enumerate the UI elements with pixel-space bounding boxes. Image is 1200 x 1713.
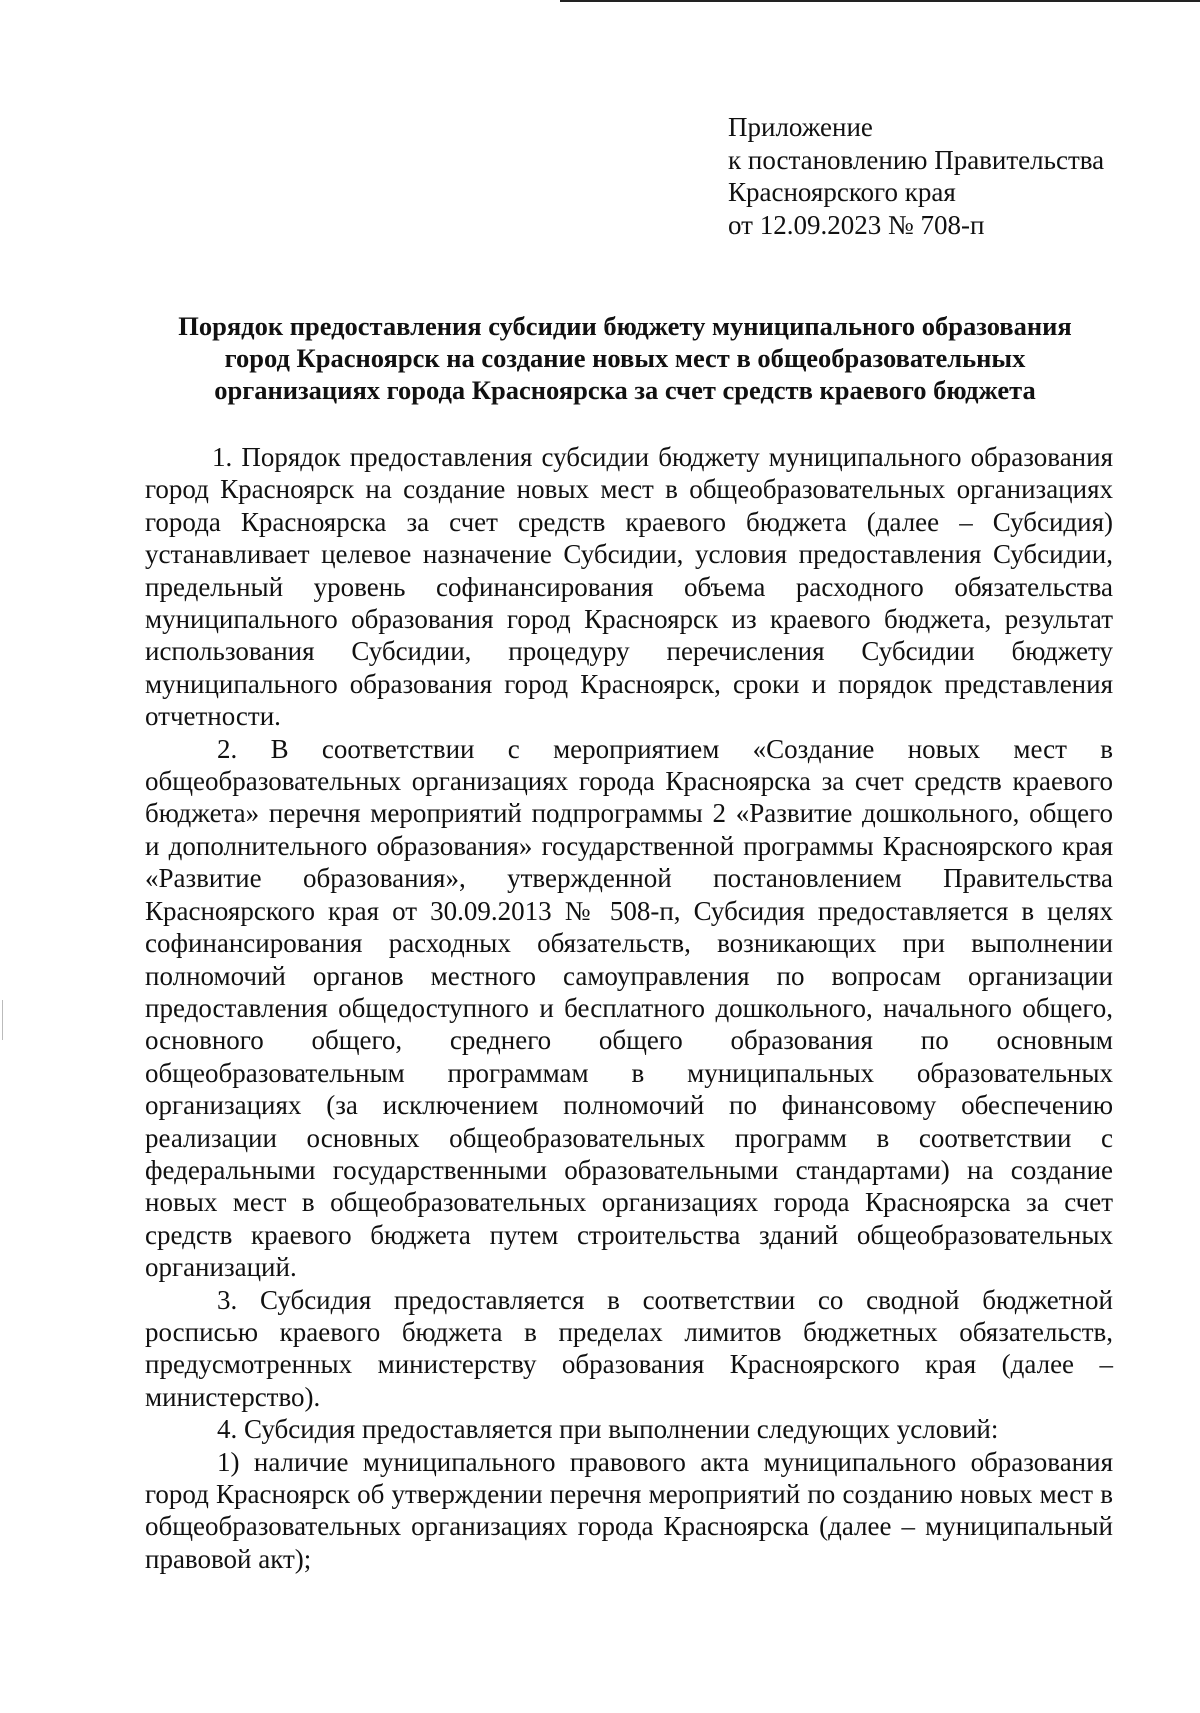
title-line: Порядок предоставления субсидии бюджету муниципального образования: [178, 311, 1072, 341]
scan-margin-mark: [2, 1000, 3, 1040]
appendix-line: Красноярского края: [728, 177, 956, 207]
paragraph-4: 4. Субсидия предоставляется при выполнении следующих условий:: [217, 1414, 999, 1445]
paragraph-4-item-1: 1) наличие муниципального правового акта муниципального образования город Красноярск об утверждении перечня мероприятий по созданию новых мест в общеобразовательных организациях города Красноярска (далее – муниципальный правовой акт);: [145, 1446, 1113, 1574]
title-line: организациях города Красноярска за счет средств краевого бюджета: [214, 375, 1036, 405]
paragraph-2: 2. В соответствии с мероприятием «Создание новых мест в общеобразовательных организациях города Красноярска за счет средств краевого бюджета» перечня мероприятий подпрограммы 2 «Развитие дошкольного, общего и дополнительного образования» государственной программы Красноярского края «Развитие образования», утвержденной постановлением Правительства Красноярского края от 30.09.2013 № 508-п, Субсидия предоставляется в целях софинансирования расходных обязательств, возникающих при выполнении полномочий органов местного самоуправления по вопросам организации предоставления общедоступного и бесплатного дошкольного, начального общего, основного общего, среднего общего образования по основным общеобразовательным программам в муниципальных образовательных организациях (за исключением полномочий по финансовому обеспечению реализации основных общеобразовательных программ в соответствии с федеральными государственными образовательными стандартами) на создание новых мест в общеобразовательных организациях города Красноярска за счет средств краевого бюджета путем строительства зданий общеобразовательных организаций.: [145, 733, 1113, 1283]
appendix-date-line: от 12.09.2023 № 708-п: [728, 209, 985, 240]
appendix-line: к постановлению Правительства: [728, 144, 1105, 175]
document-body: [145, 441, 1113, 1575]
scan-edge-line: [560, 0, 1200, 2]
appendix-line: Приложение: [728, 112, 873, 142]
paragraph-3: 3. Субсидия предоставляется в соответствии со сводной бюджетной росписью краевого бюджета в пределах лимитов бюджетных обязательств, предусмотренных министерству образования Красноярского края (далее – министерство).: [145, 1284, 1113, 1412]
paragraph-1: 1. Порядок предоставления субсидии бюджету муниципального образования город Красноярск на создание новых мест в общеобразовательных организациях города Красноярска за счет средств краевого бюджета (далее – Субсидия) устанавливает целевое назначение Субсидии, условия предоставления Субсидии, предельный уровень софинансирования объема расходного обязательства муниципального образования город Красноярск из краевого бюджета, результат использования Субсидии, процедуру перечисления Субсидии бюджету муниципального образования город Красноярск, сроки и порядок представления отчетности.: [145, 442, 1113, 732]
appendix-block: [728, 111, 1104, 241]
document-title: [130, 310, 1120, 406]
title-line: город Красноярск на создание новых мест в общеобразовательных: [224, 343, 1026, 373]
